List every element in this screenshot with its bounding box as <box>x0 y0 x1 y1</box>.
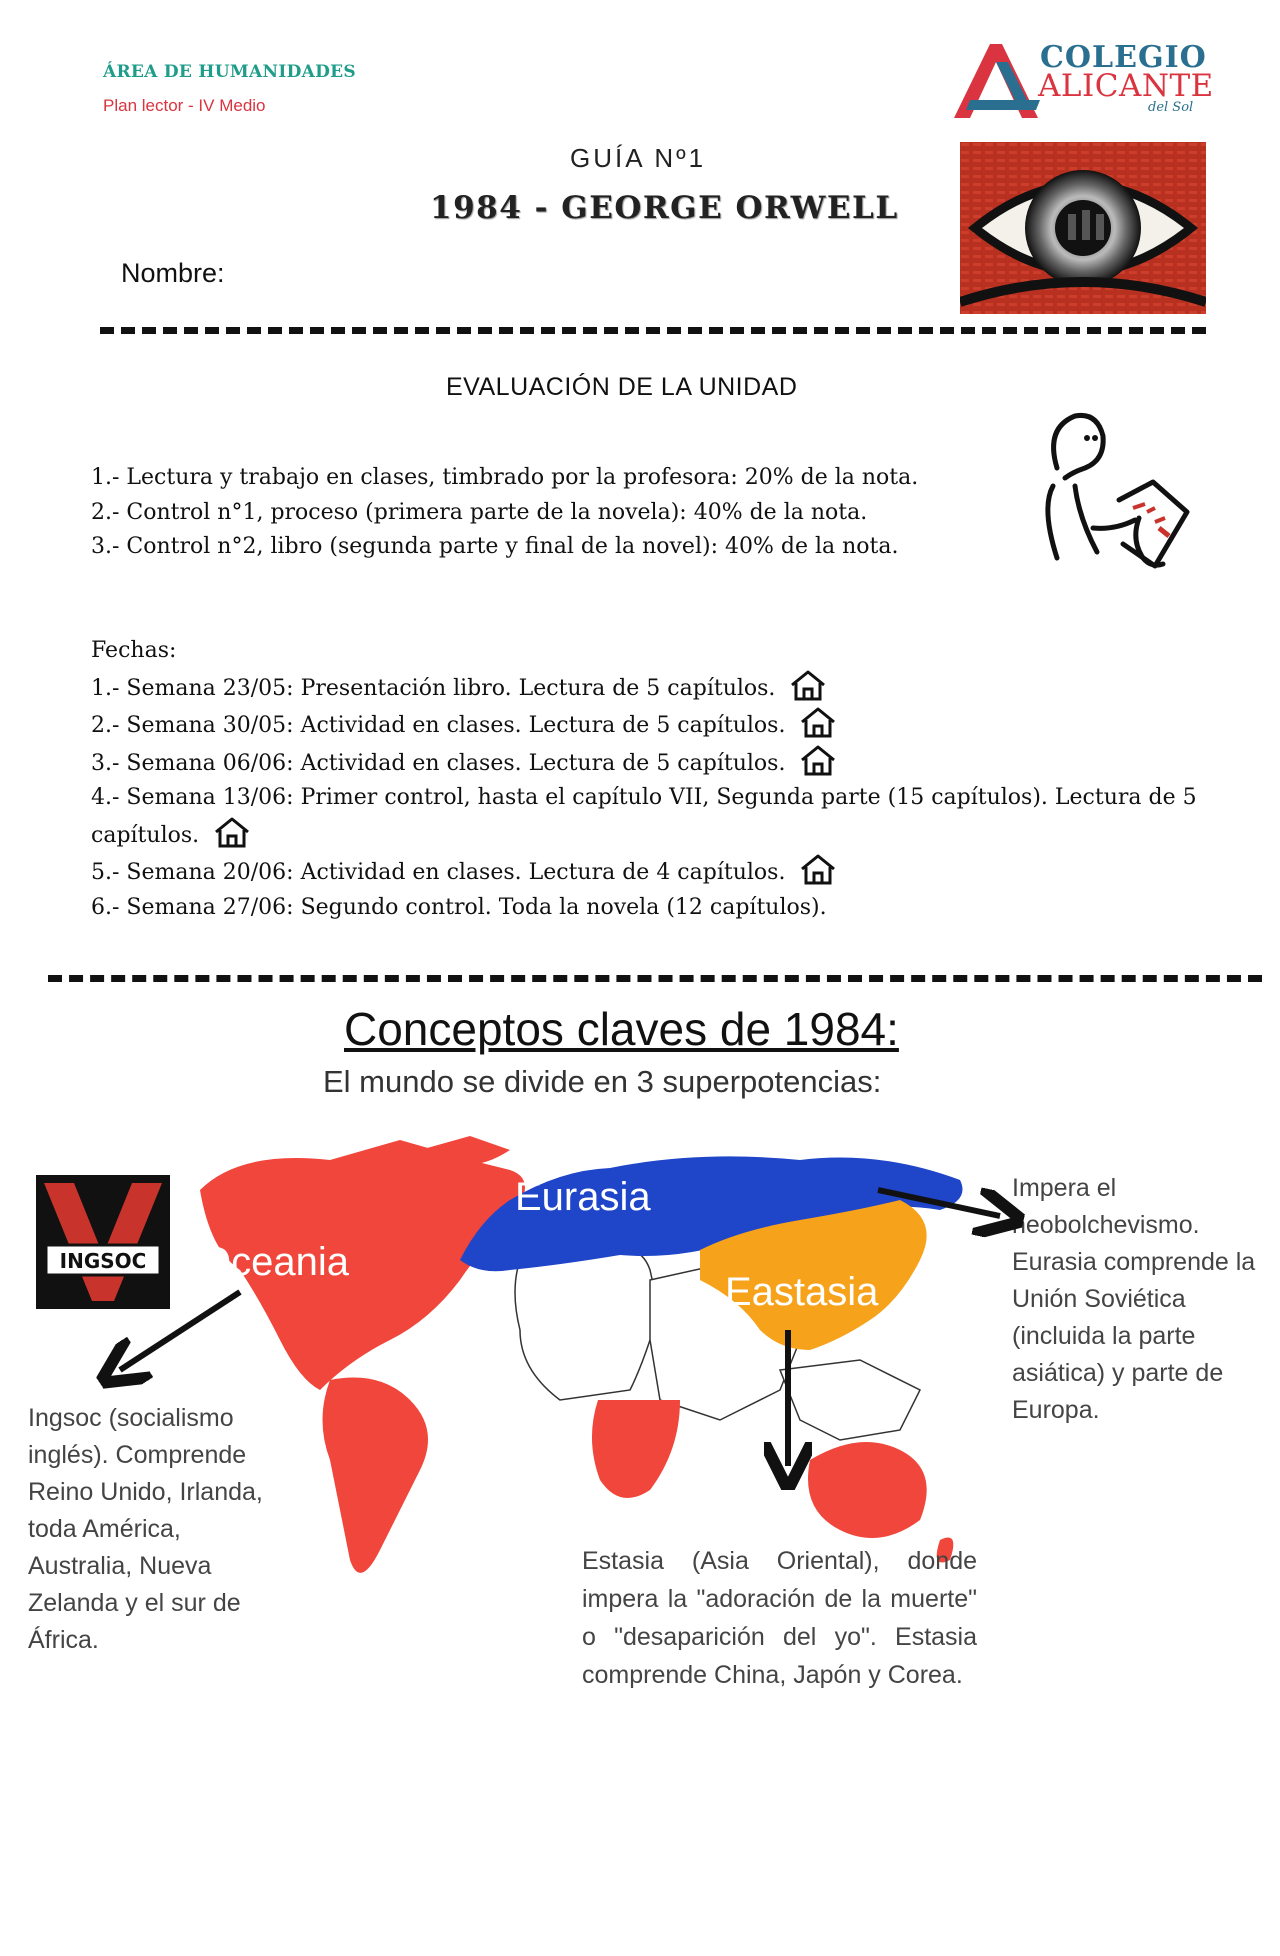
date-item <box>91 744 1261 782</box>
home-icon <box>799 706 837 738</box>
logo-line3: del Sol <box>1148 100 1194 115</box>
concepts-title: Conceptos claves de 1984: <box>344 1003 899 1055</box>
writer-drawing <box>1035 408 1195 578</box>
date-item <box>91 891 1261 926</box>
name-label: Nombre: <box>121 258 225 288</box>
dates-section <box>91 634 1261 925</box>
evaluation-title: EVALUACIÓN DE LA UNIDAD <box>446 373 798 401</box>
date-item <box>91 669 1261 707</box>
page-title: 1984 - GEORGE ORWELL <box>430 190 899 226</box>
evaluation-item: 1.- Lectura y trabajo en clases, timbrado por la profesora: 20% de la nota. <box>91 465 919 490</box>
date-item-text: 1.- Semana 23/05: Presentación libro. Lectura de 5 capítulos. <box>91 675 776 701</box>
evaluation-list <box>91 461 918 565</box>
home-icon <box>799 744 837 776</box>
college-logo <box>950 40 1214 120</box>
writer-drawing <box>1035 408 1195 578</box>
ingsoc-logo-text: INGSOC <box>59 1249 147 1273</box>
home-icon <box>799 853 837 885</box>
ingsoc-logo <box>36 1175 170 1309</box>
map-label-oceania: Oceania <box>200 1240 349 1284</box>
logo-line1: COLEGIO <box>1040 40 1207 75</box>
evaluation-item: 2.- Control n°1, proceso (primera parte de la novela): 40% de la nota. <box>91 499 868 525</box>
map-label-eastasia: Eastasia <box>725 1270 879 1314</box>
college-logo-icon <box>950 40 1050 120</box>
map-label-eurasia: Eurasia <box>515 1175 651 1219</box>
date-item <box>91 853 1261 891</box>
logo-line2: ALICANTE <box>1038 68 1214 104</box>
date-item-text: 5.- Semana 20/06: Actividad en clases. Lectura de 4 capítulos. <box>91 860 786 885</box>
date-item <box>91 781 1261 853</box>
plan-subtitle: Plan lector - IV Medio <box>103 96 266 115</box>
divider-middle <box>48 975 1262 982</box>
date-item-text: 6.- Semana 27/06: Segundo control. Toda la novela (12 capítulos). <box>91 894 827 920</box>
dates-label: Fechas: <box>91 638 177 663</box>
eye-image <box>960 142 1206 314</box>
dates-list <box>91 669 1261 926</box>
date-item-text: 2.- Semana 30/05: Actividad en clases. Lectura de 5 capítulos. <box>91 713 786 738</box>
divider-top <box>100 327 1206 334</box>
ingsoc-logo-icon <box>36 1175 170 1309</box>
home-icon <box>213 816 251 848</box>
eurasia-note: Impera el neobolchevismo. Eurasia comprende la Unión Soviética (incluida la parte asiática) y parte de Europa. <box>1012 1174 1256 1424</box>
evaluation-item: 3.- Control n°2, libro (segunda parte y final de la novel): 40% de la nota. <box>91 534 899 559</box>
date-item <box>91 706 1261 744</box>
ingsoc-note: Ingsoc (socialismo inglés). Comprende Reino Unido, Irlanda, toda América, Australia, Nueva Zelanda y el sur de África. <box>28 1404 263 1654</box>
guide-number: GUÍA Nº1 <box>570 143 707 173</box>
concepts-subtitle: El mundo se divide en 3 superpotencias: <box>323 1064 882 1099</box>
eye-icon <box>960 142 1206 314</box>
date-item-text: 4.- Semana 13/06: Primer control, hasta el capítulo VII, Segunda parte (15 capítulos). Lectura de 5 capítulos. <box>91 785 1197 848</box>
date-item-text: 3.- Semana 06/06: Actividad en clases. Lectura de 5 capítulos. <box>91 750 786 776</box>
eastasia-note: Estasia (Asia Oriental), donde impera la "adoración de la muerte" o "desaparición del yo". Estasia comprende China, Japón y Corea. <box>582 1547 977 1689</box>
area-title: ÁREA DE HUMANIDADES <box>103 62 356 82</box>
home-icon <box>789 669 827 701</box>
